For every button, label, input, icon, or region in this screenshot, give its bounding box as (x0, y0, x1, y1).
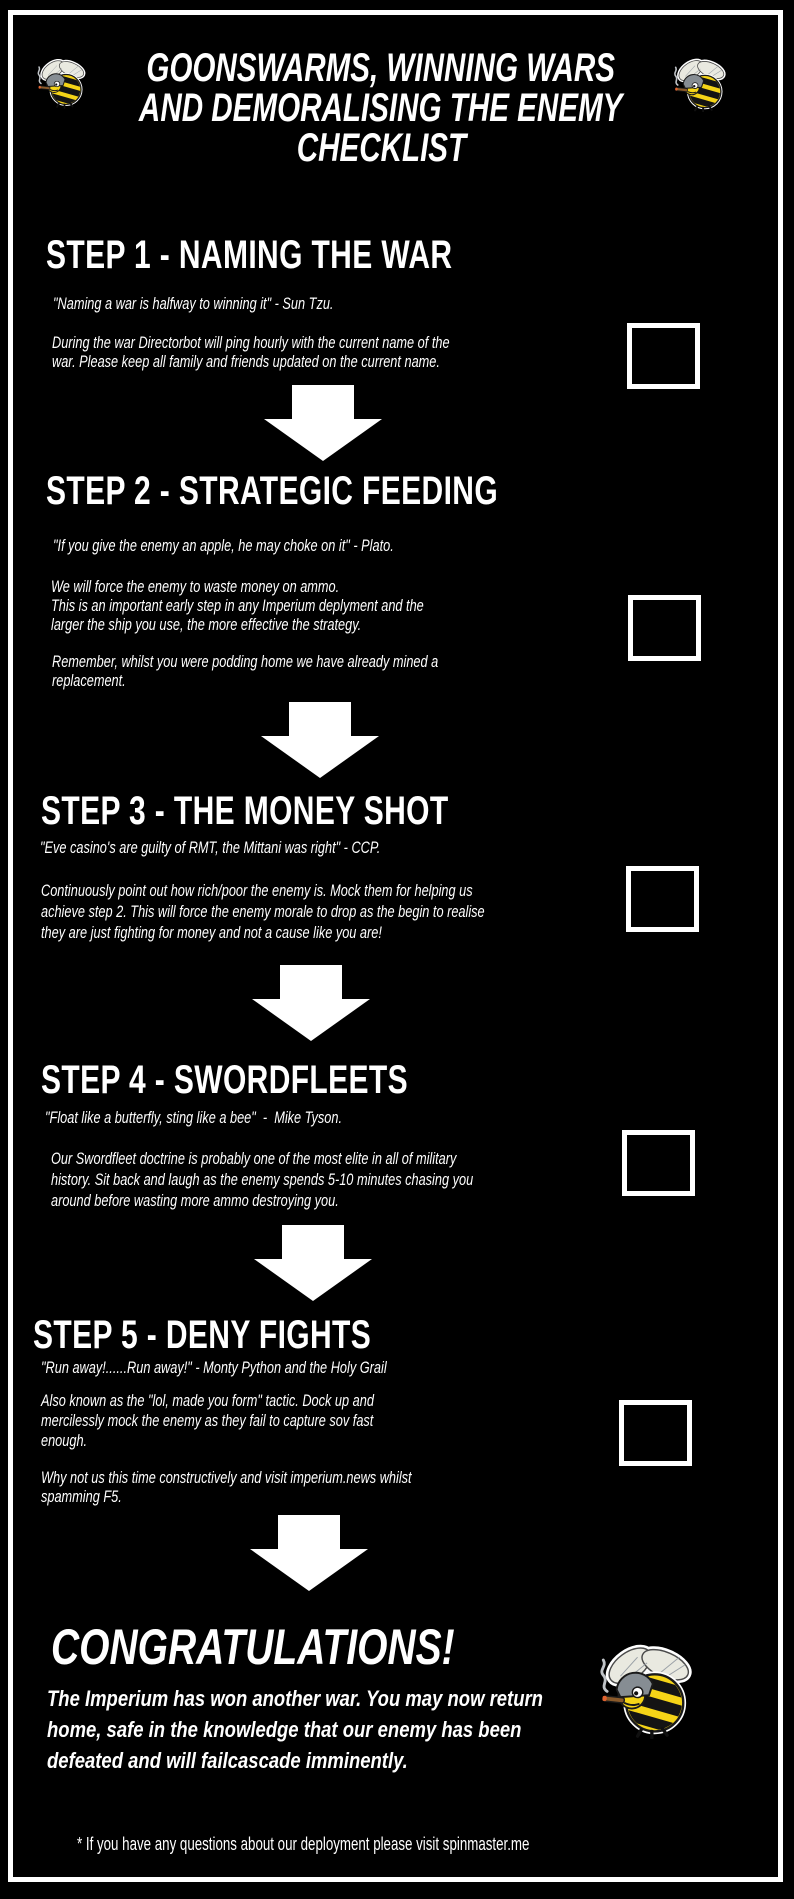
step-4-heading: STEP 4 - SWORDFLEETS (41, 1058, 408, 1102)
down-arrow-icon (250, 1515, 368, 1591)
paragraph-line: Continuously point out how rich/poor the enemy is. Mock them for helping us (41, 881, 473, 900)
paragraph-line: The Imperium has won another war. You may now return (47, 1686, 543, 1711)
step-3-paragraph (41, 880, 485, 943)
poster-title (0, 48, 762, 168)
paragraph-line: history. Sit back and laugh as the enemy spends 5-10 minutes chasing you (51, 1170, 474, 1189)
paragraph-line: This is an important early step in any Imperium deplyment and the (51, 596, 424, 615)
step-5-paragraph (41, 1391, 374, 1451)
step-2-checkbox[interactable] (628, 595, 701, 661)
paragraph-line: Also known as the "lol, made you form" tactic. Dock up and (41, 1391, 374, 1410)
paragraph-line: defeated and will failcascade imminently. (47, 1748, 408, 1773)
paragraph-line: around before wasting more ammo destroying you. (51, 1191, 339, 1210)
paragraph-line: achieve step 2. This will force the enemy morale to drop as the begin to realise (41, 902, 485, 921)
step-1-quote: "Naming a war is halfway to winning it" - Sun Tzu. (53, 294, 334, 313)
step-2-heading: STEP 2 - STRATEGIC FEEDING (46, 469, 499, 513)
step-5-paragraph (41, 1468, 412, 1506)
title-line: CHECKLIST (296, 126, 466, 170)
step-1-paragraph (52, 333, 450, 371)
paragraph-line: home, safe in the knowledge that our enemy has been (47, 1717, 522, 1742)
step-3-checkbox[interactable] (626, 866, 699, 932)
step-3-heading: STEP 3 - THE MONEY SHOT (41, 789, 449, 833)
step-3-quote: "Eve casino's are guilty of RMT, the Mittani was right" - CCP. (40, 838, 381, 857)
down-arrow-icon (261, 702, 379, 778)
step-2-paragraph (51, 577, 424, 634)
paragraph-line: Remember, whilst you were podding home we have already mined a (52, 652, 439, 671)
step-5-checkbox[interactable] (619, 1400, 692, 1466)
title-line: AND DEMORALISING THE ENEMY (139, 86, 623, 130)
step-1-checkbox[interactable] (627, 323, 700, 389)
title-line: GOONSWARMS, WINNING WARS (146, 46, 616, 90)
paragraph-line: Our Swordfleet doctrine is probably one of the most elite in all of military (51, 1149, 457, 1168)
step-4-paragraph (51, 1148, 473, 1211)
paragraph-line: Why not us this time constructively and visit imperium.news whilst (41, 1468, 412, 1487)
down-arrow-icon (264, 385, 382, 461)
paragraph-line: replacement. (52, 671, 126, 690)
step-4-checkbox[interactable] (622, 1130, 695, 1196)
paragraph-line: mercilessly mock the enemy as they fail to capture sov fast (41, 1411, 374, 1430)
paragraph-line: spamming F5. (41, 1487, 122, 1506)
down-arrow-icon (252, 965, 370, 1041)
step-5-quote: "Run away!......Run away!" - Monty Python and the Holy Grail (41, 1358, 387, 1377)
footnote: * If you have any questions about our deployment please visit spinmaster.me (77, 1834, 530, 1854)
step-2-quote: "If you give the enemy an apple, he may choke on it" - Plato. (53, 536, 394, 555)
step-4-quote: "Float like a butterfly, sting like a bee" - Mike Tyson. (45, 1108, 342, 1127)
paragraph-line: We will force the enemy to waste money on ammo. (51, 577, 340, 596)
step-5-heading: STEP 5 - DENY FIGHTS (33, 1313, 372, 1357)
paragraph-line: During the war Directorbot will ping hourly with the current name of the (52, 333, 450, 352)
paragraph-line: larger the ship you use, the more effective the strategy. (51, 615, 362, 634)
paragraph-line: they are just fighting for money and not a cause like you are! (41, 923, 382, 942)
step-2-paragraph (52, 652, 438, 690)
poster-border (8, 10, 783, 1882)
paragraph-line: enough. (41, 1431, 88, 1450)
paragraph-line: war. Please keep all family and friends updated on the current name. (52, 352, 440, 371)
step-1-heading: STEP 1 - NAMING THE WAR (46, 233, 453, 277)
down-arrow-icon (254, 1225, 372, 1301)
bee-mascot-icon (590, 1640, 708, 1739)
congratulations-body (47, 1683, 543, 1776)
congratulations-heading: CONGRATULATIONS! (51, 1619, 455, 1675)
